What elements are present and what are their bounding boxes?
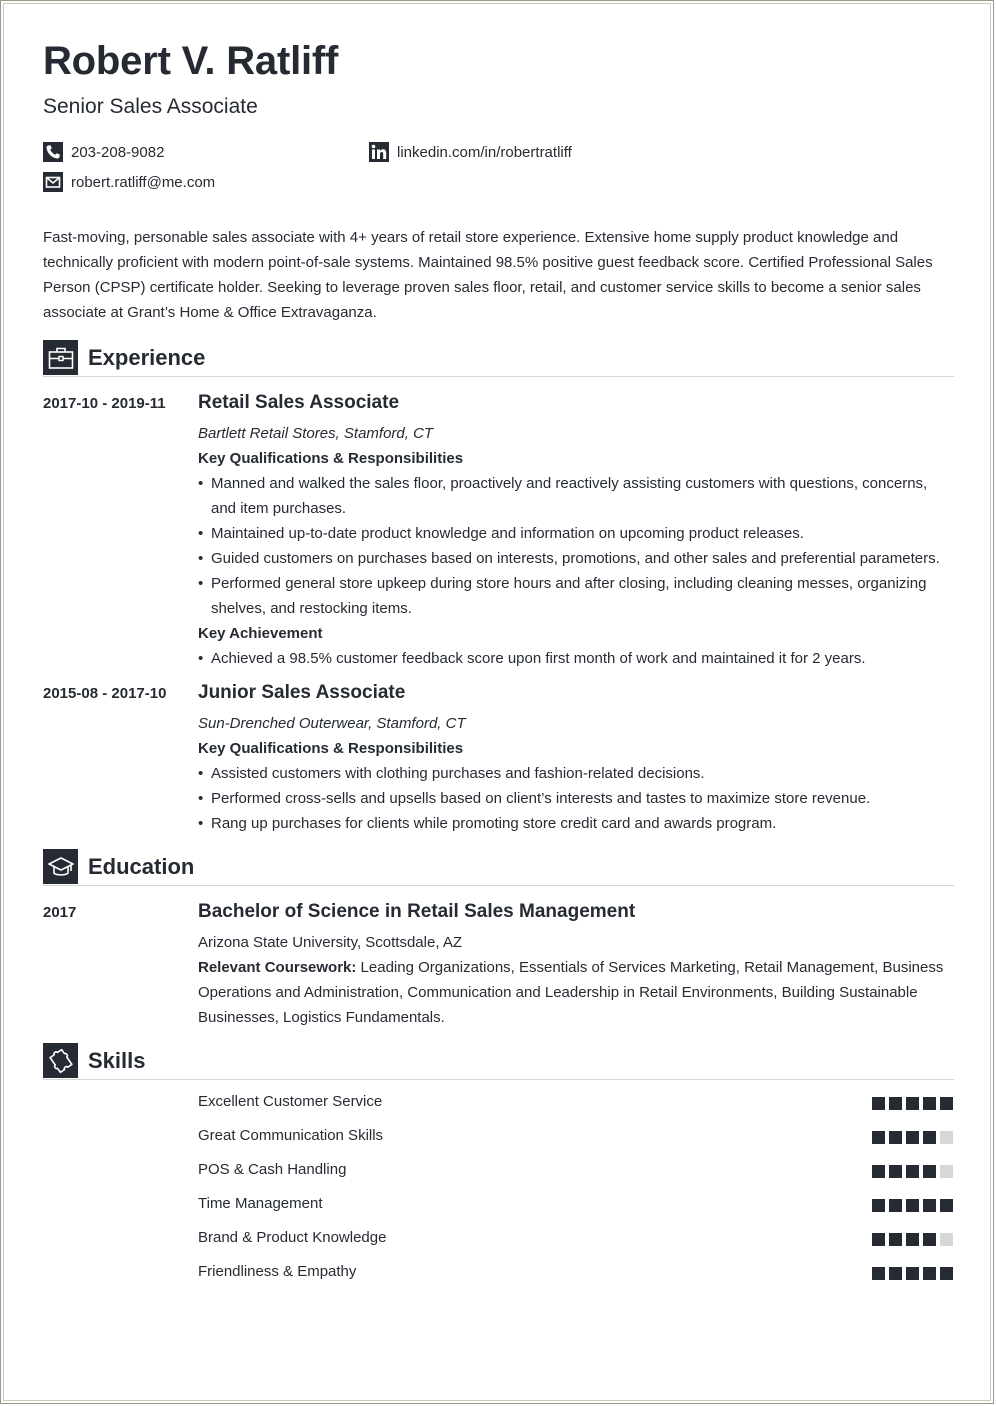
- rating-dot-filled: [906, 1233, 919, 1246]
- skill-name: Great Communication Skills: [198, 1127, 384, 1144]
- skill-name: POS & Cash Handling: [198, 1161, 347, 1178]
- education-degree: Bachelor of Science in Retail Sales Management: [198, 901, 636, 922]
- rating-dot-filled: [906, 1267, 919, 1280]
- rating-dot-filled: [940, 1097, 953, 1110]
- skill-rating: [868, 1097, 953, 1110]
- briefcase-icon: [43, 340, 78, 375]
- rating-dot-filled: [872, 1165, 885, 1178]
- rating-dot-filled: [923, 1097, 936, 1110]
- skill-rating: [868, 1165, 953, 1178]
- education-year: 2017: [43, 904, 77, 921]
- skill-name: Time Management: [198, 1195, 323, 1212]
- linkedin-icon: [369, 142, 389, 162]
- skill-name: Friendliness & Empathy: [198, 1263, 357, 1280]
- list-item: • Performed cross-sells and upsells based on client’s interests and tastes to maximize store revenue.: [198, 786, 954, 811]
- graduation-cap-icon: [43, 849, 78, 884]
- education-school: Arizona State University, Scottsdale, AZ: [198, 934, 463, 951]
- skill-rating: [868, 1233, 953, 1246]
- qualifications-label: Key Qualifications & Responsibilities: [198, 450, 464, 467]
- rating-dot-filled: [872, 1199, 885, 1212]
- candidate-name: Robert V. Ratliff: [43, 39, 339, 83]
- rating-dot-filled: [872, 1131, 885, 1144]
- coursework-label: Relevant Coursework:: [198, 959, 357, 976]
- education-section-header: [43, 849, 954, 886]
- rating-dot-filled: [872, 1267, 885, 1280]
- qualifications-label: Key Qualifications & Responsibilities: [198, 740, 464, 757]
- skills-heading: Skills: [88, 1048, 146, 1073]
- rating-dot-filled: [906, 1165, 919, 1178]
- coursework-text: Leading Organizations, Essentials of Services Marketing, Retail Management, Business Operations and Administration, Communication and Leadership in Retail Environments, Building Sustainable Businesses, Logistics Fundamentals.: [198, 959, 944, 1026]
- responsibilities-list: [198, 471, 954, 621]
- experience-role: Retail Sales Associate: [198, 392, 400, 413]
- linkedin-text[interactable]: linkedin.com/in/robertratliff: [397, 143, 572, 161]
- rating-dot-filled: [889, 1131, 902, 1144]
- rating-dot-filled: [889, 1165, 902, 1178]
- list-item: • Performed general store upkeep during store hours and after closing, including cleaning messes, organizing shelves, and restocking items.: [198, 571, 954, 621]
- skill-rating: [868, 1199, 953, 1212]
- rating-dot-empty: [940, 1131, 953, 1144]
- rating-dot-empty: [940, 1233, 953, 1246]
- list-item: • Achieved a 98.5% customer feedback score upon first month of work and maintained it for 2 years.: [198, 646, 954, 671]
- experience-role: Junior Sales Associate: [198, 682, 406, 703]
- puzzle-piece-icon: [43, 1043, 78, 1078]
- rating-dot-filled: [889, 1233, 902, 1246]
- list-item: • Assisted customers with clothing purchases and fashion-related decisions.: [198, 761, 954, 786]
- candidate-title: Senior Sales Associate: [43, 95, 258, 118]
- list-item: • Rang up purchases for clients while promoting store credit card and awards program.: [198, 811, 954, 836]
- list-item: • Manned and walked the sales floor, proactively and reactively assisting customers with questions, concerns, and item purchases.: [198, 471, 954, 521]
- skill-row: [198, 1091, 954, 1125]
- experience-heading: Experience: [88, 345, 206, 370]
- rating-dot-filled: [923, 1165, 936, 1178]
- rating-dot-filled: [923, 1131, 936, 1144]
- contact-phone: [43, 142, 164, 162]
- rating-dot-filled: [872, 1233, 885, 1246]
- skills-list: [198, 1091, 954, 1295]
- experience-section-header: [43, 340, 954, 377]
- skill-row: [198, 1159, 954, 1193]
- rating-dot-filled: [940, 1267, 953, 1280]
- rating-dot-filled: [889, 1199, 902, 1212]
- education-heading: Education: [88, 854, 195, 879]
- contact-linkedin: [369, 142, 572, 162]
- rating-dot-filled: [906, 1199, 919, 1212]
- rating-dot-filled: [889, 1097, 902, 1110]
- skill-rating: [868, 1131, 953, 1144]
- rating-dot-filled: [923, 1233, 936, 1246]
- experience-dates: 2015-08 - 2017-10: [43, 685, 167, 702]
- responsibilities-list: [198, 761, 954, 836]
- email-text[interactable]: robert.ratliff@me.com: [71, 173, 216, 191]
- skill-name: Excellent Customer Service: [198, 1093, 383, 1110]
- achievement-label: Key Achievement: [198, 625, 323, 642]
- rating-dot-empty: [940, 1165, 953, 1178]
- contact-email: [43, 172, 215, 192]
- rating-dot-filled: [923, 1199, 936, 1212]
- skill-row: [198, 1193, 954, 1227]
- skill-row: [198, 1227, 954, 1261]
- skill-rating: [868, 1267, 953, 1280]
- skill-row: [198, 1125, 954, 1159]
- rating-dot-filled: [940, 1199, 953, 1212]
- phone-text: 203-208-9082: [71, 143, 165, 161]
- experience-company: Sun-Drenched Outerwear, Stamford, CT: [198, 715, 466, 732]
- rating-dot-filled: [906, 1131, 919, 1144]
- rating-dot-filled: [872, 1097, 885, 1110]
- list-item: • Guided customers on purchases based on interests, promotions, and other sales and preferential parameters.: [198, 546, 954, 571]
- experience-dates: 2017-10 - 2019-11: [43, 395, 166, 412]
- achievements-list: [198, 646, 954, 671]
- skills-section-header: [43, 1043, 954, 1080]
- education-coursework: [198, 955, 954, 1030]
- professional-summary: Fast-moving, personable sales associate with 4+ years of retail store experience. Extensive home supply product knowledge and technically proficient with modern point-of-sale systems. Maintained 98.5% positive guest feedback score. Certified Professional Sales Person (CPSP) certificate holder. Seeking to leverage proven sales floor, retail, and customer service skills to become a senior sales associate at Grant’s Home & Office Extravaganza.: [43, 229, 933, 321]
- skill-row: [198, 1261, 954, 1295]
- skill-name: Brand & Product Knowledge: [198, 1229, 387, 1246]
- email-icon: [43, 172, 63, 192]
- rating-dot-filled: [906, 1097, 919, 1110]
- experience-company: Bartlett Retail Stores, Stamford, CT: [198, 425, 434, 442]
- rating-dot-filled: [923, 1267, 936, 1280]
- rating-dot-filled: [889, 1267, 902, 1280]
- phone-icon: [43, 142, 63, 162]
- list-item: • Maintained up-to-date product knowledge and information on upcoming product releases.: [198, 521, 954, 546]
